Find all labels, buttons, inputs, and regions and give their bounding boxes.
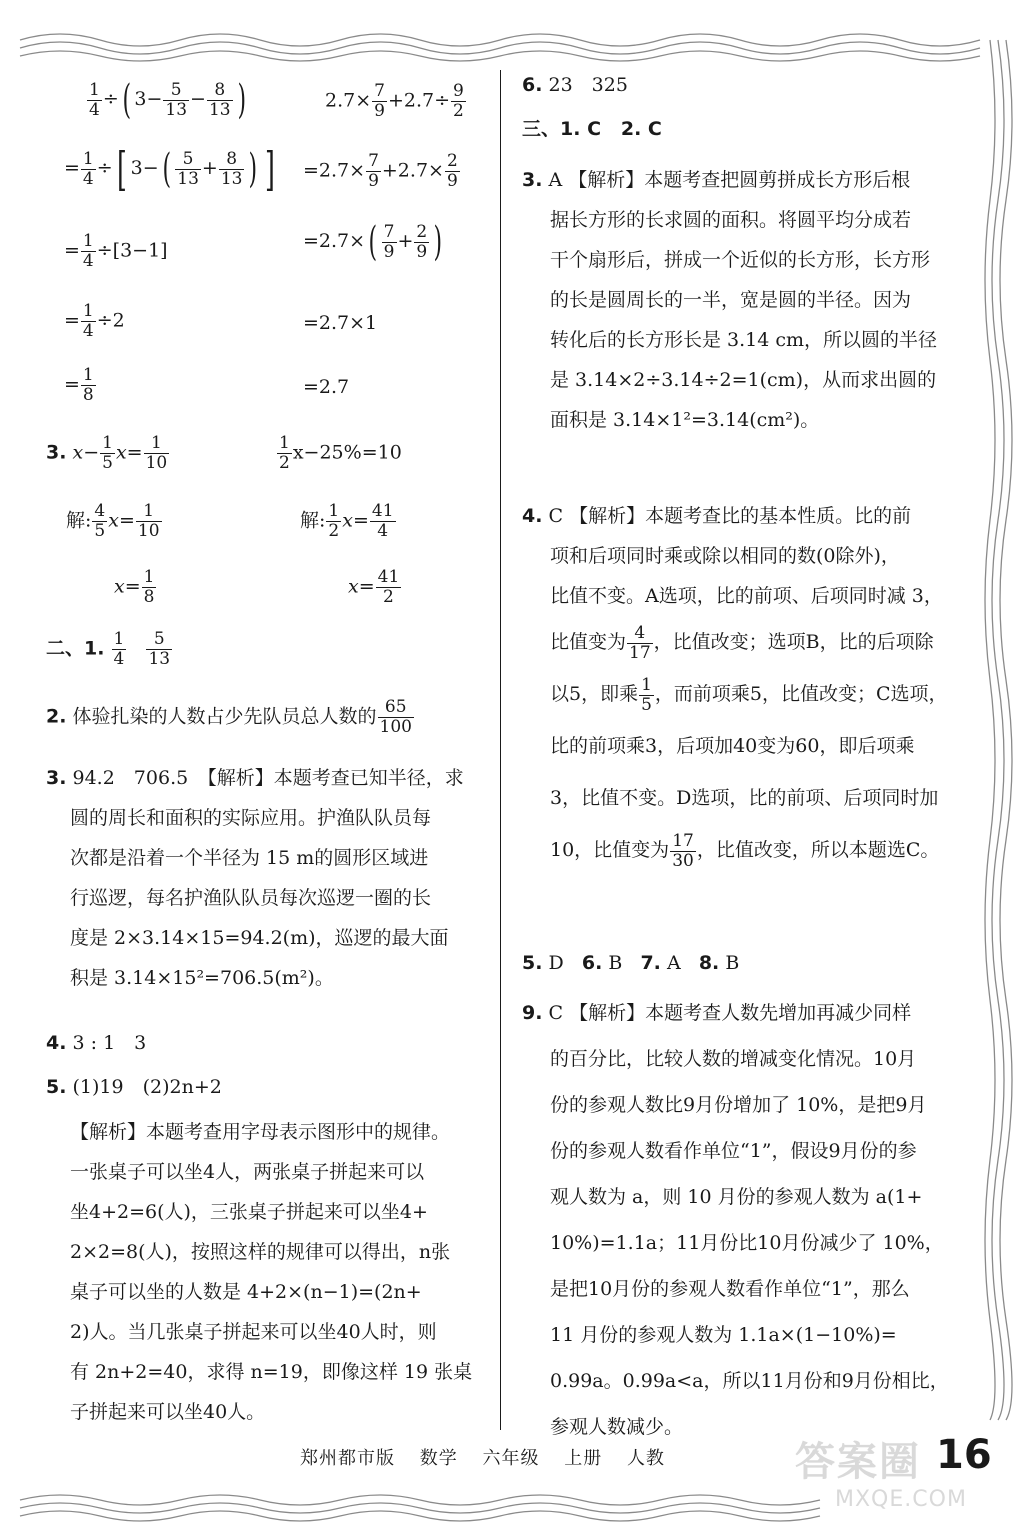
eq3-left-3: x= $\frac{1}{8}$ [114, 567, 155, 607]
calc-row-3-right: =2.7×( $\frac{7}{9}$ + $\frac{2}{9}$ ) [303, 219, 443, 265]
sec2-q5-explanation: 【解析】本题考查用字母表示图形中的规律。 一张桌子可以坐4人，两张桌子拼起来可以 坐4+2=6(人)，三张桌子拼起来可以坐4+ 2×2=8(人)，按照这样的规律可以得出，n张 桌子可以坐的人数是 4+2×(n−1)=(2n+ 2)人。当几张桌子拼起来可以坐40人时，则 有 2n+2=40，求得 n=19，即像这样 19 张桌 子拼起来可以坐40人。 [70, 1121, 473, 1423]
right-q3: 3. A 【解析】本题考查把圆剪拼成长方形后根 据长方形的长求圆的面积。将圆平均分成若 干个扇形后，拼成一个近似的长方形，长方形 的长是圆周长的一半，宽是圆的半径。因为 转化后的长方形长是 3.14 cm，所以圆的半径 是 3.14×2÷3.14÷2=1(cm)，从而求出圆的 面积是 3.14×1²=3.14(cm²)。 [522, 169, 938, 431]
right-sec3: 三、1. C 2. C [522, 118, 662, 140]
footer-publisher: 人教 [626, 1448, 665, 1469]
right-q5-8: 5. D 6. B 7. A 8. B [522, 952, 740, 974]
eq3-right-2: 解: $\frac{1}{2}$ x= $\frac{41}{4}$ [300, 501, 394, 541]
sec2-q4: 4. 3 : 1 3 [46, 1032, 147, 1054]
watermark-logo: 答案圈 [795, 1439, 921, 1485]
sec2-q5: 5. (1)19 (2)2n+2 [46, 1076, 222, 1098]
right-q6: 6. 23 325 [522, 74, 628, 96]
right-q4: 4. C 【解析】本题考查比的基本性质。比的前 项和后项同时乘或除以相同的数(0除外)， 比值不变。A选项，比的前项、后项同时减 3， 比值变为 $\frac{4}{17}$ ，比值改变；选项B，比的后项除 以5，即乘 $\frac{1}{5}$ ，而前项乘5，比值改变；C选项， 比的前项乘3，后项加40变为60，即后项乘 3，比值不变。D选项，比的前项、后项同时加 10，比值变为 $\frac{17}{30}$ ，比值改变，所以本题选C。 [522, 505, 948, 871]
footer-grade: 六年级 [482, 1448, 540, 1469]
column-divider [500, 70, 501, 1430]
eq3-left-1: 3. x− $\frac{1}{5}$ x= $\frac{1}{10}$ [46, 433, 168, 473]
sec2-q3: 3. 94.2 706.5 【解析】本题考查已知半径，求 圆的周长和面积的实际应用。护渔队队员每 次都是沿着一个半径为 15 m的圆形区域进 行巡逻，每名护渔队队员每次巡逻一圈的长 度是 2×3.14×15=94.2(m)，巡逻的最大面 积是 3.14×15²=706.5(m²)。 [46, 767, 464, 989]
right-q9: 9. C 【解析】本题考查人数先增加再减少同样 的百分比，比较人数的增减变化情况。10月 份的参观人数比9月份增加了 10%，是把9月 份的参观人数看作单位“1”，假设9月份的参 观人数为 a，则 10 月份的参观人数为 a(1+ 10%)=1.1a；11月份比10月份减少了 10%， 是把10月份的参观人数看作单位“1”，那么 11 月份的参观人数为 1.1a×(1−10%)= 0.99a。0.99a<a，所以11月份和9月份相比， 参观人数减少。 [522, 1002, 949, 1438]
calc-row-3-left: = $\frac{1}{4}$ ÷[3−1] [64, 231, 168, 271]
footer-subject: 数学 [419, 1448, 458, 1469]
calc-row-5-right: =2.7 [303, 376, 350, 398]
watermark-url: MXQE.COM [835, 1487, 967, 1512]
calc-row-4-right: =2.7×1 [303, 312, 378, 334]
footer-term: 上册 [564, 1448, 603, 1469]
calc-row-1-right: 2.7× $\frac{7}{9}$ +2.7÷ $\frac{9}{2}$ [325, 81, 464, 121]
sec2-q1: 二、1. $\frac{1}{4}$ $\frac{5}{13}$ [46, 629, 171, 669]
calc-row-4-left: = $\frac{1}{4}$ ÷2 [64, 301, 125, 341]
calc-row-1-left: $\frac{1}{4}$ ÷( 3− $\frac{5}{13}$ − $\frac{8}{13}$ ) [89, 77, 246, 123]
eq3-right-1: $\frac{1}{2}$ x−25%=10 [279, 433, 402, 473]
calc-row-2-right: =2.7× $\frac{7}{9}$ +2.7× $\frac{2}{9}$ [303, 151, 458, 191]
calc-row-2-left: = $\frac{1}{4}$ ÷[ 3−( $\frac{5}{13}$ + $\frac{8}{13}$ ) ] [64, 142, 275, 196]
page-footer [300, 1444, 683, 1470]
sec2-q2: 2. 体验扎染的人数占少先队员总人数的 $\frac{65}{100}$ [46, 697, 412, 737]
page-number: 16 [936, 1432, 992, 1478]
eq3-right-3: x= $\frac{41}{2}$ [348, 567, 400, 607]
calc-row-5-left: = $\frac{1}{8}$ [64, 365, 94, 405]
eq3-left-2: 解: $\frac{4}{5}$ x= $\frac{1}{10}$ [66, 501, 160, 541]
footer-edition: 郑州都市版 [300, 1448, 395, 1469]
